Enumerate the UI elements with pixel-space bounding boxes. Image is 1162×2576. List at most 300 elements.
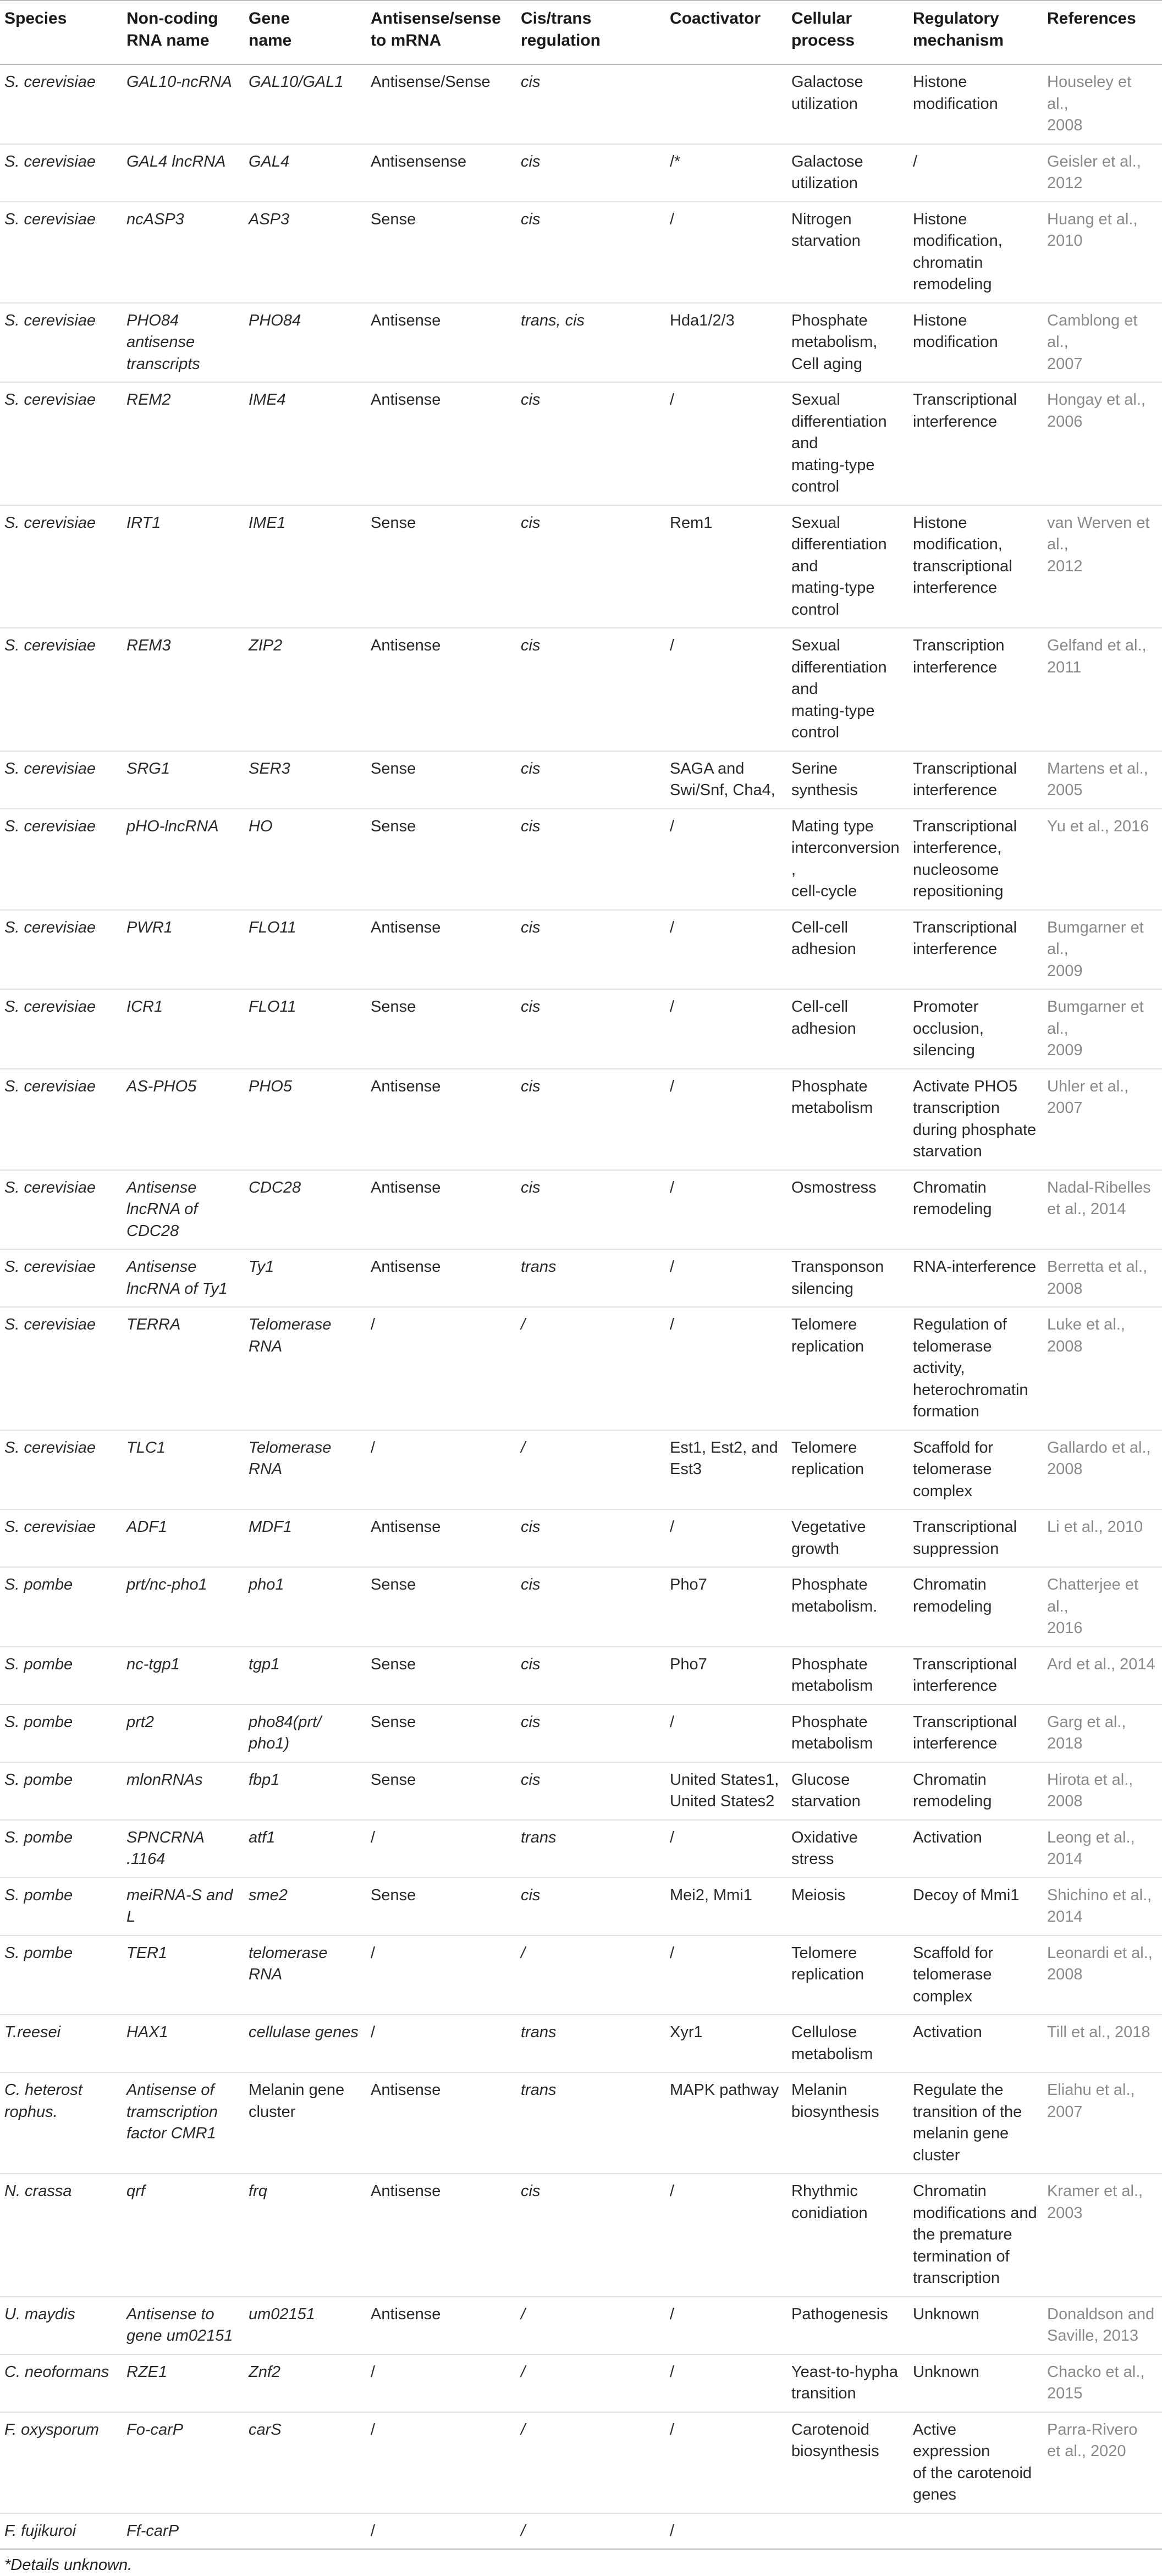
cell-line: / [913, 152, 918, 170]
cell-line: differentiation [791, 536, 887, 553]
cell-coact [665, 751, 787, 809]
cell-ref [1043, 1762, 1162, 1820]
cell-process [787, 1705, 908, 1762]
cell-ncrna [122, 989, 244, 1069]
cell-line: Antisense [371, 1077, 441, 1095]
cell-line: replication [791, 1966, 864, 1983]
cell-line: S. pombe [4, 1944, 73, 1962]
cell-line: adhesion [791, 940, 856, 958]
cell-line: / [371, 1944, 376, 1962]
cell-line: / [371, 2363, 376, 2381]
cell-line: Transcriptional [913, 1655, 1017, 1673]
cell-ref [1043, 303, 1162, 383]
cell-line: Bumgarner et al., [1047, 918, 1144, 958]
cell-line: termination of [913, 2247, 1010, 2265]
cell-coact [665, 1705, 787, 1762]
cell-line: Parra-Rivero [1047, 2420, 1138, 2439]
cell-ref [1043, 2072, 1162, 2174]
cell-gene [244, 1762, 366, 1820]
table-row [0, 64, 1162, 144]
cell-ncrna [122, 1509, 244, 1567]
cell-line: F. fujikuroi [4, 2522, 76, 2540]
cell-line: TLC1 [126, 1438, 166, 1457]
cell-line: antisense [126, 333, 195, 351]
cell-mechanism [908, 1170, 1043, 1250]
cell-sense [366, 1249, 516, 1307]
cell-ncrna [122, 2015, 244, 2072]
cell-ncrna [122, 505, 244, 628]
cell-process [787, 751, 908, 809]
cell-line: sme2 [249, 1886, 288, 1904]
table-row [0, 382, 1162, 505]
cell-ref [1043, 1820, 1162, 1878]
cell-line: N. crassa [4, 2182, 72, 2200]
cell-line: telomerase [249, 1944, 328, 1962]
cell-line: melanin gene [913, 2125, 1009, 2142]
cell-line: pho1 [249, 1576, 284, 1593]
cell-line: nucleosome [913, 860, 999, 879]
cell-mechanism [908, 1705, 1043, 1762]
cell-line: / [521, 2305, 526, 2323]
cell-line: / [371, 1828, 376, 1846]
cell-line: interconversion, [791, 839, 900, 879]
cell-line: cis [521, 1886, 541, 1904]
cell-line: cis [521, 1077, 541, 1095]
cell-line: S. cerevisiae [4, 1518, 96, 1536]
cell-species [0, 809, 122, 910]
cell-line: conidiation [791, 2204, 868, 2222]
cell-coact [665, 202, 787, 303]
cell-line: Antisense to [126, 2305, 214, 2323]
cell-line: 2009 [1047, 962, 1083, 980]
cell-coact [665, 2297, 787, 2354]
cell-line: Antisense [371, 1178, 441, 1196]
cell-line: Decoy of Mmi1 [913, 1886, 1020, 1904]
cell-line: pho84(prt/ [249, 1713, 322, 1731]
cell-line: Chromatin [913, 1576, 987, 1593]
cell-line: Antisense [371, 918, 441, 936]
cell-sense [366, 303, 516, 383]
cell-line: / [521, 1438, 526, 1457]
table-row [0, 809, 1162, 910]
cell-line: / [670, 817, 675, 835]
cell-line: Antisense of [126, 2081, 214, 2099]
cell-line: ZIP2 [249, 637, 283, 654]
cell-gene [244, 144, 366, 202]
cell-line: control [791, 724, 840, 741]
cell-line: cis [521, 73, 541, 91]
table-row [0, 2015, 1162, 2072]
cell-line: Cell aging [791, 355, 862, 373]
cell-ref [1043, 505, 1162, 628]
cell-line: SAGA and [670, 759, 745, 777]
cell-coact [665, 910, 787, 990]
cell-species [0, 382, 122, 505]
cell-process [787, 2174, 908, 2297]
cell-ncrna [122, 2174, 244, 2297]
header-species [0, 1, 122, 64]
cell-line: Donaldson and [1047, 2305, 1155, 2323]
cell-ref [1043, 1878, 1162, 1935]
cell-line: 2005 [1047, 781, 1083, 799]
cell-coact [665, 1762, 787, 1820]
cell-line: cis [521, 1178, 541, 1196]
cell-line: Saville, 2013 [1047, 2327, 1139, 2345]
cell-species [0, 505, 122, 628]
cell-line: FLO11 [249, 918, 296, 936]
cell-line: Antisense [371, 2081, 441, 2099]
cell-species [0, 2412, 122, 2513]
cell-line: modification [913, 333, 998, 351]
header-line: Cis/trans [521, 9, 592, 27]
cell-ref [1043, 1935, 1162, 2015]
cell-line: Antisense [371, 1518, 441, 1536]
cell-line: 2008 [1047, 117, 1083, 134]
cell-coact [665, 809, 787, 910]
cell-species [0, 1878, 122, 1935]
cell-line: telomerase [913, 1966, 992, 1983]
cell-line: PHO84 [249, 311, 301, 329]
cell-species [0, 1430, 122, 1510]
cell-species [0, 1705, 122, 1762]
cell-line: suppression [913, 1540, 999, 1558]
cell-cistrans [516, 1430, 665, 1510]
cell-line: ncASP3 [126, 210, 184, 228]
cell-line: Telomere [791, 1438, 857, 1457]
cell-process [787, 809, 908, 910]
cell-process [787, 1307, 908, 1430]
cell-line: Camblong et al., [1047, 311, 1138, 351]
cell-gene [244, 989, 366, 1069]
cell-cistrans [516, 1307, 665, 1430]
cell-sense [366, 2015, 516, 2072]
cell-line: cell-cycle [791, 882, 857, 900]
cell-line: / [670, 918, 675, 936]
cell-cistrans [516, 202, 665, 303]
cell-coact [665, 2174, 787, 2297]
cell-ncrna [122, 382, 244, 505]
cell-line: United States2 [670, 1792, 775, 1810]
cell-sense [366, 2354, 516, 2412]
cell-line: / [670, 2182, 675, 2200]
cell-line: interference [913, 781, 998, 799]
cell-mechanism [908, 1647, 1043, 1705]
cell-line: starvation [791, 232, 861, 250]
cell-sense [366, 1762, 516, 1820]
cell-ref [1043, 809, 1162, 910]
cell-ref [1043, 1170, 1162, 1250]
cell-line: tgp1 [249, 1655, 280, 1673]
cell-line: Chromatin [913, 1770, 987, 1789]
cell-line: Transponson [791, 1258, 884, 1276]
cell-line: S. cerevisiae [4, 73, 96, 91]
cell-line: Mei2, Mmi1 [670, 1886, 752, 1904]
cell-line: carS [249, 2420, 282, 2439]
cell-ref [1043, 1430, 1162, 1510]
cell-mechanism [908, 1762, 1043, 1820]
cell-line: Chromatin [913, 1178, 987, 1196]
header-row [0, 1, 1162, 64]
table-row [0, 1705, 1162, 1762]
cell-line: formation [913, 1403, 979, 1420]
cell-line: Telomere [791, 1944, 857, 1962]
cell-process [787, 1509, 908, 1567]
cell-line: metabolism [791, 2045, 873, 2063]
cell-line: qrf [126, 2182, 145, 2200]
cell-line: Regulate the [913, 2081, 1004, 2099]
cell-line: Osmostress [791, 1178, 877, 1196]
cell-line: interference [913, 579, 998, 597]
cell-mechanism [908, 202, 1043, 303]
cell-line: GAL10-ncRNA [126, 73, 232, 91]
cell-line: Sexual [791, 637, 840, 654]
cell-line: Sense [371, 1713, 416, 1731]
cell-process [787, 910, 908, 990]
cell-process [787, 2513, 908, 2550]
cell-species [0, 303, 122, 383]
cell-sense [366, 2513, 516, 2550]
cell-line: during phosphate [913, 1121, 1037, 1139]
cell-line: meiRNA-S and [126, 1886, 233, 1904]
cell-sense [366, 1069, 516, 1170]
cell-cistrans [516, 2174, 665, 2297]
cell-species [0, 2015, 122, 2072]
cell-line: cis [521, 210, 541, 228]
cell-sense [366, 1430, 516, 1510]
cell-line: synthesis [791, 781, 858, 799]
cell-ncrna [122, 2072, 244, 2174]
cell-line: Sense [371, 1576, 416, 1593]
cell-line: cis [521, 637, 541, 654]
cell-line: modification [913, 95, 998, 113]
cell-species [0, 202, 122, 303]
cell-line: / [670, 210, 675, 228]
cell-ref [1043, 2297, 1162, 2354]
cell-process [787, 1249, 908, 1307]
cell-species [0, 628, 122, 751]
cell-ncrna [122, 1878, 244, 1935]
cell-line: remodeling [913, 1792, 992, 1810]
cell-line: and [791, 434, 818, 452]
cell-line: MAPK pathway [670, 2081, 779, 2099]
cell-line: lncRNA of Ty1 [126, 1279, 228, 1298]
cell-line: / [371, 2420, 376, 2439]
table-row [0, 1567, 1162, 1647]
cell-line: Sexual [791, 514, 840, 532]
cell-process [787, 64, 908, 144]
cell-line: silencing [791, 1279, 853, 1298]
cell-line: replication [791, 1337, 864, 1355]
cell-ncrna [122, 628, 244, 751]
cell-sense [366, 751, 516, 809]
cell-sense [366, 2072, 516, 2174]
cell-line: S. pombe [4, 1828, 73, 1846]
cell-line: rophus. [4, 2103, 58, 2121]
cell-sense [366, 1935, 516, 2015]
cell-ref [1043, 1647, 1162, 1705]
cell-line: Activation [913, 1828, 982, 1846]
cell-line: RNA-interference [913, 1258, 1037, 1276]
cell-mechanism [908, 1820, 1043, 1878]
cell-sense [366, 1820, 516, 1878]
cell-gene [244, 628, 366, 751]
cell-line: Antisense [126, 1178, 197, 1196]
cell-line: complex [913, 1987, 972, 2005]
cell-line: Histone [913, 210, 967, 228]
cell-cistrans [516, 910, 665, 990]
cell-line: transcripts [126, 355, 200, 373]
cell-process [787, 1820, 908, 1878]
cell-line: Activate PHO5 [913, 1077, 1018, 1095]
cell-line: Nitrogen [791, 210, 852, 228]
cell-line: S. cerevisiae [4, 391, 96, 409]
cell-line: RNA [249, 1337, 283, 1355]
cell-cistrans [516, 1820, 665, 1878]
cell-line: S. cerevisiae [4, 817, 96, 835]
table-row [0, 989, 1162, 1069]
cell-sense [366, 1567, 516, 1647]
cell-ncrna [122, 2513, 244, 2550]
cell-process [787, 2354, 908, 2412]
cell-gene [244, 809, 366, 910]
cell-line: Antisense [371, 311, 441, 329]
cell-line: activity, [913, 1359, 965, 1377]
cell-line: Carotenoid [791, 2420, 869, 2439]
cell-line: Sense [371, 1770, 416, 1789]
cell-line: occlusion, [913, 1019, 984, 1038]
cell-line: Till et al., 2018 [1047, 2023, 1150, 2041]
table-row [0, 1878, 1162, 1935]
cell-mechanism [908, 1878, 1043, 1935]
cell-line: metabolism. [791, 1597, 878, 1615]
cell-line: silencing [913, 1041, 975, 1059]
cell-ncrna [122, 1307, 244, 1430]
cell-line: Regulation of [913, 1316, 1007, 1333]
table-row [0, 1762, 1162, 1820]
cell-line: Activation [913, 2023, 982, 2041]
table-row [0, 2072, 1162, 2174]
cell-line: Histone [913, 73, 967, 91]
header-line: Regulatory [913, 9, 999, 27]
cell-gene [244, 505, 366, 628]
cell-ncrna [122, 2354, 244, 2412]
header-line: process [791, 31, 855, 49]
cell-line: PHO5 [249, 1077, 292, 1095]
cell-line: atf1 [249, 1828, 276, 1846]
cell-sense [366, 910, 516, 990]
cell-species [0, 910, 122, 990]
cell-line: transcription [913, 1099, 1000, 1117]
cell-line: differentiation [791, 412, 887, 431]
cell-line: remodeling [913, 275, 992, 293]
cell-line: cis [521, 1713, 541, 1731]
cell-line: and [791, 680, 818, 698]
cell-line: / [670, 1713, 675, 1731]
cell-sense [366, 1307, 516, 1430]
cell-ref [1043, 1567, 1162, 1647]
cell-line: cis [521, 817, 541, 835]
cell-cistrans [516, 303, 665, 383]
cell-line: Pathogenesis [791, 2305, 888, 2323]
cell-gene [244, 1307, 366, 1430]
cell-ncrna [122, 809, 244, 910]
cell-ref [1043, 751, 1162, 809]
cell-sense [366, 202, 516, 303]
cell-process [787, 2297, 908, 2354]
cell-line: Bumgarner et al., [1047, 998, 1144, 1038]
cell-line: Yeast-to-hypha [791, 2363, 899, 2381]
cell-line: S. cerevisiae [4, 1077, 96, 1095]
cell-line: Telomere [791, 1316, 857, 1333]
cell-mechanism [908, 1307, 1043, 1430]
header-line: Gene [249, 9, 290, 27]
cell-line: et al., 2020 [1047, 2442, 1126, 2460]
cell-line: Transcriptional [913, 918, 1017, 936]
table-row [0, 2297, 1162, 2354]
cell-line: Uhler et al., 2007 [1047, 1077, 1129, 1117]
cell-line: Li et al., 2010 [1047, 1518, 1143, 1536]
cell-sense [366, 2412, 516, 2513]
table-body [0, 64, 1162, 2549]
cell-line: U. maydis [4, 2305, 75, 2323]
cell-line: Gallardo et al., [1047, 1438, 1151, 1457]
cell-coact [665, 303, 787, 383]
cell-ref [1043, 2412, 1162, 2513]
cell-mechanism [908, 2513, 1043, 2550]
cell-line: HAX1 [126, 2023, 168, 2041]
cell-line: Nadal-Ribelles [1047, 1178, 1151, 1196]
cell-line: prt/nc-pho1 [126, 1576, 207, 1593]
cell-coact [665, 1878, 787, 1935]
cell-line: genes [913, 2486, 957, 2503]
cell-ncrna [122, 2412, 244, 2513]
cell-ref [1043, 64, 1162, 144]
cell-line: / [670, 2420, 675, 2439]
cell-line: RNA [249, 1460, 283, 1478]
cell-line: starvation [791, 1792, 861, 1810]
cell-ref [1043, 989, 1162, 1069]
header-mechanism [908, 1, 1043, 64]
cell-species [0, 2174, 122, 2297]
cell-line: trans [521, 2081, 557, 2099]
table-row [0, 144, 1162, 202]
cell-line: IME4 [249, 391, 286, 409]
cell-process [787, 1430, 908, 1510]
cell-coact [665, 1307, 787, 1430]
cell-line: / [670, 1316, 675, 1333]
cell-line: / [670, 1077, 675, 1095]
cell-ref [1043, 910, 1162, 990]
cell-line: control [791, 478, 840, 495]
cell-coact [665, 1820, 787, 1878]
cell-line: metabolism, [791, 333, 878, 351]
cell-ncrna [122, 2297, 244, 2354]
cell-species [0, 1567, 122, 1647]
cell-line: Swi/Snf, Cha4, [670, 781, 775, 799]
cell-line: Berretta et al., [1047, 1258, 1148, 1276]
cell-coact [665, 144, 787, 202]
cell-line: Sexual [791, 391, 840, 409]
cell-line: S. cerevisiae [4, 1316, 96, 1333]
cell-gene [244, 2174, 366, 2297]
cell-line: Phosphate [791, 1077, 868, 1095]
cell-process [787, 1069, 908, 1170]
header-coact [665, 1, 787, 64]
cell-line: Antisense/Sense [371, 73, 491, 91]
cell-line: / [670, 1518, 675, 1536]
cell-line: S. pombe [4, 1770, 73, 1789]
cell-sense [366, 144, 516, 202]
